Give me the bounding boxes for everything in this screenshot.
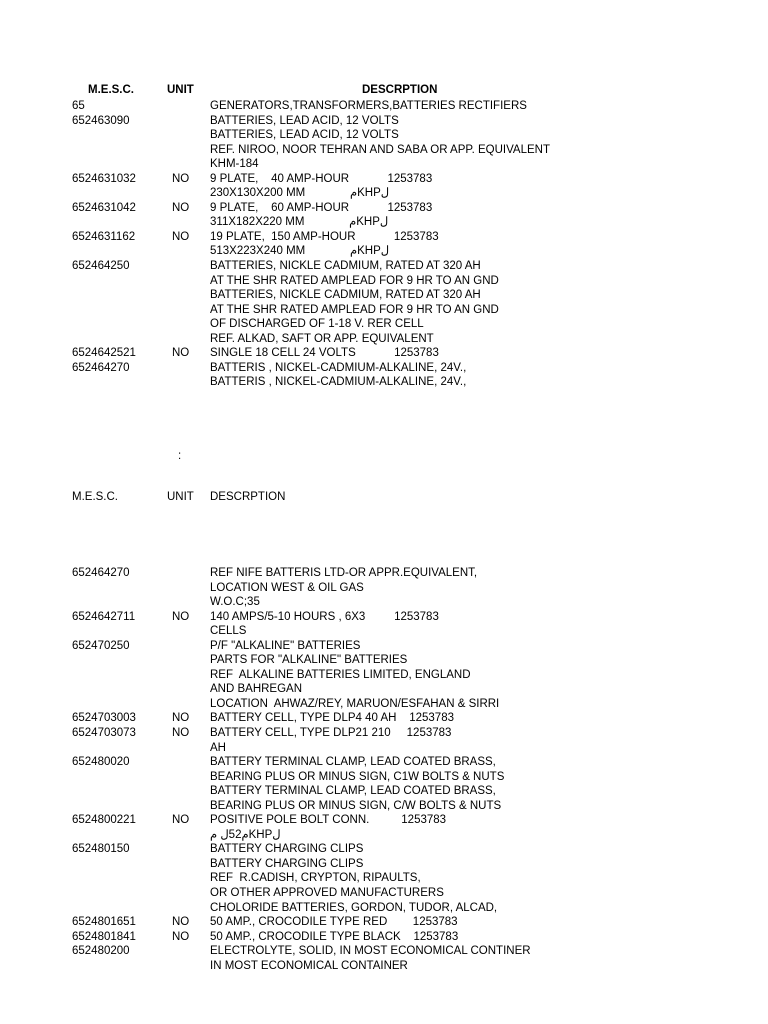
header-description: DESCRPTION [362, 84, 438, 96]
table-row [0, 741, 768, 756]
description-cell: BATTERIES, LEAD ACID, 12 VOLTS [210, 114, 399, 127]
description-cell: BEARING PLUS OR MINUS SIGN, C/W BOLTS & NUTS [210, 799, 502, 812]
table-row [0, 201, 768, 216]
table-header-2 [0, 491, 768, 506]
description-cell: AT THE SHR RATED AMPLEAD FOR 9 HR TO AN GND [210, 303, 499, 316]
mesc-code-cell: 6524703003 [72, 712, 136, 725]
description-cell: CELLS [210, 625, 247, 638]
mesc-code-cell: 6524801651 [72, 916, 136, 929]
mesc-code-cell: 652464270 [72, 567, 130, 579]
table-row [0, 375, 768, 390]
table-row [0, 784, 768, 799]
description-cell: PARTS FOR "ALKALINE" BATTERIES [210, 654, 408, 667]
table-row [0, 157, 768, 172]
table-row [0, 274, 768, 289]
table-row [0, 610, 768, 625]
table-row [0, 186, 768, 201]
description-cell: BATTERIES, LEAD ACID, 12 VOLTS [210, 129, 399, 142]
description-cell: 230X130X200 MM مKHPل [210, 187, 390, 200]
table-row [0, 624, 768, 639]
mesc-code-cell: 6524642711 [72, 610, 136, 623]
header-unit: UNIT [167, 491, 194, 503]
description-cell: BATTERY CHARGING CLIPS [210, 843, 364, 856]
description-cell: P/F "ALKALINE" BATTERIES [210, 639, 361, 652]
table-body-1 [0, 99, 768, 390]
unit-cell: NO [172, 814, 190, 827]
description-cell: REF. ALKAD, SAFT OR APP. EQUIVALENT [210, 332, 434, 345]
table-row [0, 697, 768, 712]
description-cell: ELECTROLYTE, SOLID, IN MOST ECONOMICAL CONTINER [210, 945, 531, 958]
table-row [0, 581, 768, 596]
mesc-code-cell: 6524801841 [72, 930, 136, 943]
description-cell: 311X182X220 MM مKHPل [210, 216, 389, 229]
table-row [0, 595, 768, 610]
description-cell: BATTERY TERMINAL CLAMP, LEAD COATED BRASS, [210, 785, 496, 798]
unit-cell: NO [172, 347, 190, 360]
table-row [0, 857, 768, 872]
table-row [0, 288, 768, 303]
table-row [0, 259, 768, 274]
description-cell: AT THE SHR RATED AMPLEAD FOR 9 HR TO AN GND [210, 274, 499, 287]
unit-cell: NO [172, 712, 190, 725]
mesc-code-cell: 6524631162 [72, 230, 136, 243]
table-row [0, 799, 768, 814]
mesc-code-cell: 65 [72, 100, 85, 112]
header-mesc: M.E.S.C. [88, 84, 135, 96]
description-cell: BEARING PLUS OR MINUS SIGN, C1W BOLTS & NUTS [210, 770, 505, 783]
table-row [0, 930, 768, 945]
table-row [0, 901, 768, 916]
table-row [0, 317, 768, 332]
unit-cell: NO [172, 916, 190, 929]
description-cell: OR OTHER APPROVED MANUFACTURERS [210, 887, 444, 900]
table-row [0, 726, 768, 741]
table-row [0, 711, 768, 726]
description-cell: REF ALKALINE BATTERIES LIMITED, ENGLAND [210, 668, 471, 681]
table-row [0, 566, 768, 581]
description-cell: 50 AMP., CROCODILE TYPE RED 1253783 [210, 916, 458, 929]
description-cell: KHM-184 [210, 158, 259, 171]
mesc-code-cell: 652470250 [72, 639, 130, 652]
table-row [0, 944, 768, 959]
description-cell: 9 PLATE, 40 AMP-HOUR 1253783 [210, 172, 433, 185]
description-cell: BATTERY CHARGING CLIPS [210, 857, 364, 870]
table-row [0, 915, 768, 930]
table-row [0, 959, 768, 974]
description-cell: REF R.CADISH, CRYPTON, RIPAULTS, [210, 872, 421, 885]
description-cell: IN MOST ECONOMICAL CONTAINER [210, 959, 408, 972]
unit-cell: NO [172, 230, 190, 243]
table-row [0, 143, 768, 158]
mesc-code-cell: 652480150 [72, 843, 130, 856]
description-cell: AND BAHREGAN [210, 683, 303, 696]
mesc-code-cell: 652464270 [72, 361, 130, 374]
unit-cell: NO [172, 727, 190, 740]
separator-colon: : [178, 450, 182, 462]
table-row [0, 361, 768, 376]
table-row [0, 682, 768, 697]
table-row [0, 128, 768, 143]
description-cell: 513X223X240 MM مKHPل [210, 245, 390, 258]
table-header-1 [0, 84, 768, 99]
mesc-code-cell: 6524800221 [72, 814, 136, 827]
description-cell: OF DISCHARGED OF 1-18 V. RER CELL [210, 318, 424, 331]
table-row [0, 114, 768, 129]
description-cell: REF. NIROO, NOOR TEHRAN AND SABA OR APP. EQUIVALENT [210, 143, 550, 156]
table-row [0, 172, 768, 187]
table-row [0, 303, 768, 318]
description-cell: REF NIFE BATTERIS LTD-OR APPR.EQUIVALENT, [210, 567, 478, 579]
mesc-code-cell: 652463090 [72, 114, 130, 127]
table-row [0, 230, 768, 245]
unit-cell: NO [172, 172, 190, 185]
table-row [0, 871, 768, 886]
table-row [0, 244, 768, 259]
table-body-2 [0, 566, 768, 973]
table-row [0, 770, 768, 785]
description-cell: BATTERIS , NICKEL-CADMIUM-ALKALINE, 24V., [210, 376, 467, 389]
description-cell: LOCATION AHWAZ/REY, MARUON/ESFAHAN & SIRRI [210, 697, 500, 710]
table-row [0, 668, 768, 683]
description-cell: 19 PLATE, 150 AMP-HOUR 1253783 [210, 230, 439, 243]
mesc-code-cell: 652480200 [72, 945, 130, 958]
description-cell: BATTERIES, NICKLE CADMIUM, RATED AT 320 AH [210, 289, 481, 302]
table-row [0, 346, 768, 361]
description-cell: CHOLORIDE BATTERIES, GORDON, TUDOR, ALCAD, [210, 901, 498, 914]
table-row [0, 842, 768, 857]
mesc-code-cell: 6524631042 [72, 201, 136, 214]
description-cell: BATTERIES, NICKLE CADMIUM, RATED AT 320 AH [210, 260, 481, 273]
description-cell: 50 AMP., CROCODILE TYPE BLACK 1253783 [210, 930, 459, 943]
table-row [0, 653, 768, 668]
description-cell: LOCATION WEST & OIL GAS [210, 581, 364, 594]
mesc-code-cell: 652480020 [72, 756, 130, 769]
description-cell: م52ل مKHPل [210, 828, 281, 841]
description-cell: GENERATORS,TRANSFORMERS,BATTERIES RECTIFIERS [210, 100, 527, 112]
mesc-code-cell: 6524703073 [72, 727, 136, 740]
table-row [0, 215, 768, 230]
description-cell: 9 PLATE, 60 AMP-HOUR 1253783 [210, 201, 433, 214]
table-row [0, 886, 768, 901]
header-mesc: M.E.S.C. [72, 491, 119, 503]
table-row [0, 99, 768, 114]
description-cell: BATTERY CELL, TYPE DLP21 210 1253783 [210, 727, 452, 740]
header-description: DESCRPTION [210, 491, 286, 503]
mesc-code-cell: 6524631032 [72, 172, 136, 185]
description-cell: AH [210, 741, 226, 754]
table-row [0, 755, 768, 770]
description-cell: POSITIVE POLE BOLT CONN. 1253783 [210, 814, 447, 827]
unit-cell: NO [172, 610, 190, 623]
table-row [0, 639, 768, 654]
unit-cell: NO [172, 201, 190, 214]
mesc-code-cell: 6524642521 [72, 347, 136, 360]
description-cell: 140 AMPS/5-10 HOURS , 6X3 1253783 [210, 610, 439, 623]
description-cell: BATTERIS , NICKEL-CADMIUM-ALKALINE, 24V., [210, 361, 467, 374]
description-cell: SINGLE 18 CELL 24 VOLTS 1253783 [210, 347, 439, 360]
description-cell: W.O.C;35 [210, 596, 260, 609]
table-row [0, 828, 768, 843]
description-cell: BATTERY TERMINAL CLAMP, LEAD COATED BRASS, [210, 756, 496, 769]
table-row [0, 813, 768, 828]
description-cell: BATTERY CELL, TYPE DLP4 40 AH 1253783 [210, 712, 454, 725]
header-unit: UNIT [167, 84, 194, 96]
mesc-code-cell: 652464250 [72, 260, 130, 273]
table-row [0, 332, 768, 347]
unit-cell: NO [172, 930, 190, 943]
